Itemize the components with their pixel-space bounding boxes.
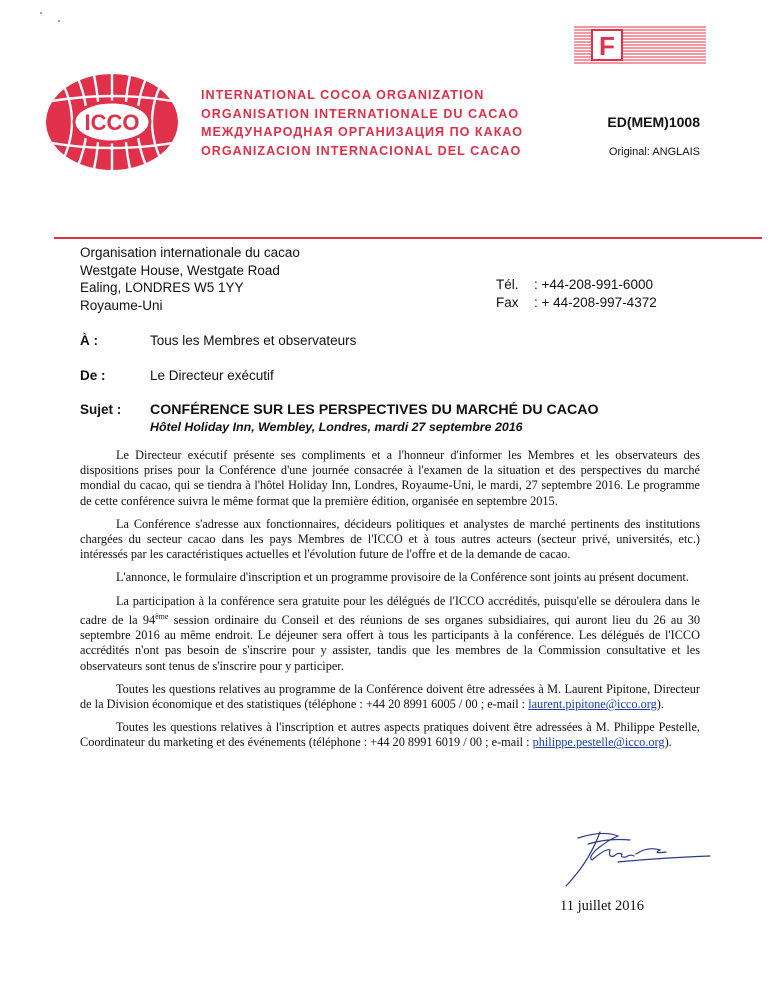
body-text: La participation à la conférence sera gratuite pour les délégués de l'ICCO accrédités, puisqu'elle se déroulera dans le cadre de la 94 xyxy=(80,593,700,627)
from-label: De : xyxy=(80,368,106,383)
tel-number: : +44-208-991-6000 xyxy=(534,277,653,292)
contact-numbers xyxy=(496,276,657,311)
address-line: Ealing, LONDRES W5 1YY xyxy=(80,280,244,295)
fax-number: : + 44-208-997-4372 xyxy=(534,294,657,310)
tel-label: Tél. xyxy=(496,277,519,292)
scan-speck xyxy=(40,12,42,14)
sender-address xyxy=(80,244,300,314)
to-value: Tous les Membres et observateurs xyxy=(150,333,357,348)
email-link-pestelle[interactable]: philippe.pestelle@icco.org xyxy=(532,735,665,750)
superscript: ème xyxy=(155,611,169,621)
body-text: ). xyxy=(664,735,672,750)
org-name-es: ORGANIZACION INTERNACIONAL DEL CACAO xyxy=(201,143,522,158)
subject-subtitle: Hôtel Holiday Inn, Wembley, Londres, mardi 27 septembre 2016 xyxy=(150,420,523,434)
original-language: Original: ANGLAIS xyxy=(608,146,700,158)
language-badge xyxy=(574,24,706,66)
subject-title: CONFÉRENCE SUR LES PERSPECTIVES DU MARCHÉ DU CACAO xyxy=(150,402,599,418)
logo-text: ICCO xyxy=(84,110,140,135)
org-name-en: INTERNATIONAL COCOA ORGANIZATION xyxy=(201,88,485,102)
document-reference: ED(MEM)1008 xyxy=(607,114,700,130)
language-badge-letter: F xyxy=(599,31,615,61)
org-name-fr: ORGANISATION INTERNATIONALE DU CACAO xyxy=(201,106,520,121)
body-text: Toutes les questions relatives à l'inscription et autres aspects pratiques doivent être adressées à M. Philippe Pestelle, Coordinateur du marketing et des événements (téléphone : +44 20 8991 6019 / 00 ; e-mail : xyxy=(80,720,700,750)
body-paragraph xyxy=(80,682,700,712)
organization-names xyxy=(201,86,523,160)
address-line: Royaume-Uni xyxy=(80,297,163,313)
address-line: Organisation internationale du cacao xyxy=(80,245,300,260)
body-paragraph: L'annonce, le formulaire d'inscription et un programme provisoire de la Conférence sont joints au présent document. xyxy=(116,570,689,585)
body-paragraph: Le Directeur exécutif présente ses compliments et a l'honneur d'informer les Membres et les observateurs des dispositions prises pour la Conférence d'une journée consacrée à l'examen de la situation et des perspectives du marché mondial du cacao, qui se tiendra à l'hôtel Holiday Inn, Londres, Royaume-Uni, le mardi, 27 septembre 2016. Le programme de cette conférence suivra le même format que la première édition, organisée en septembre 2015. xyxy=(80,448,700,508)
signature xyxy=(548,828,718,888)
subject-label: Sujet : xyxy=(80,402,122,417)
letter-body xyxy=(80,448,700,759)
from-value: Le Directeur exécutif xyxy=(150,368,274,383)
org-name-ru: МЕЖДУНАРОДНАЯ ОРГАНИЗАЦИЯ ПО КАКАО xyxy=(201,125,524,139)
fax-label: Fax xyxy=(496,294,519,310)
body-text: Toutes les questions relatives au programme de la Conférence doivent être adressées à M. Laurent Pipitone, Directeur de la Division économique et des statistiques (téléphone : +44 20 8991 6005 / 00 ; e-mail : xyxy=(80,681,700,711)
body-paragraph xyxy=(80,720,700,750)
body-text: ). xyxy=(656,696,664,711)
email-link-pipitone[interactable]: laurent.pipitone@icco.org xyxy=(528,696,657,711)
body-text: session ordinaire du Conseil et des réunions de ses organes subsidiaires, qui auront lieu du 26 au 30 septembre 2016 au même endroit. Le déjeuner sera offert à tous les participants à la conférence. Les délégués de l'ICCO accrédités n'ont pas besoin de s'inscrire pour y assister, tandis que les membres de la Commission consultative et les observateurs sont tenus de s'inscrire pour y participer. xyxy=(80,612,701,673)
body-paragraph: La Conférence s'adresse aux fonctionnaires, décideurs politiques et analystes de marché pertinents des institutions chargées du secteur cacao dans les pays Membres de l'ICCO et à tous autres acteurs (secteur privé, universités, etc.) intéressés par les caractéristiques actuelles et l'évolution future de l'offre et de la demande de cacao. xyxy=(80,516,700,562)
icco-logo xyxy=(42,72,182,172)
header-divider xyxy=(54,237,762,239)
body-paragraph xyxy=(80,594,700,674)
to-label: À : xyxy=(80,333,98,348)
letter-date: 11 juillet 2016 xyxy=(560,898,645,914)
address-line: Westgate House, Westgate Road xyxy=(80,262,280,278)
scan-speck xyxy=(58,20,60,22)
